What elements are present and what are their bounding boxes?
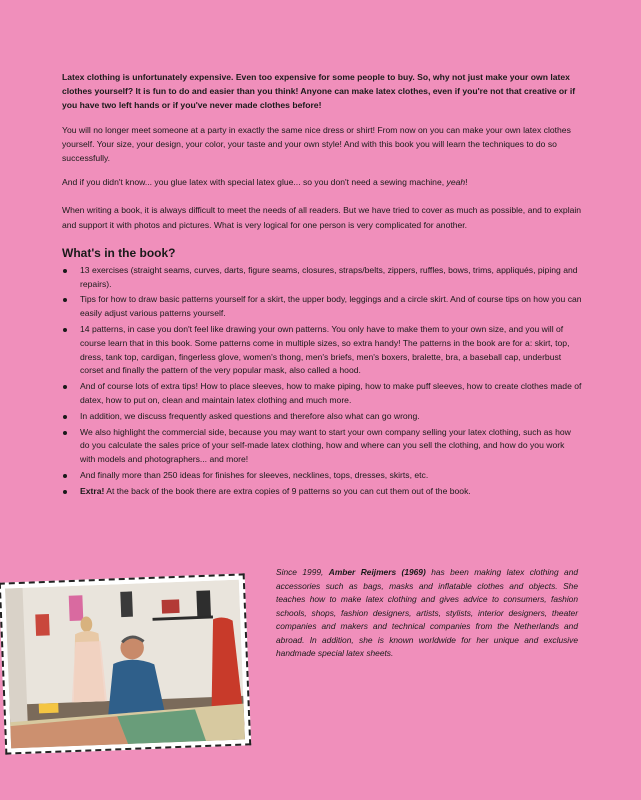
body-paragraph-2-end: ! (465, 177, 468, 188)
feature-item: We also highlight the commercial side, because you may want to start your own company selling your latex clothing, such as how do you calculate the sales price of your self-made latex clothing, how and where can you sell the clothing, and how do you work with models and photographers... and more! (62, 426, 582, 467)
author-photo (0, 573, 251, 754)
feature-item: 14 patterns, in case you don't feel like drawing your own patterns. You only have to make them to your own size, and you will of course learn that in this book. Some patterns come in multiple sizes, so extra handy! The patterns in the book are for a: skirt, top, dress, tank top, cardigan, fingerless glove, women's thong, men's briefs, men's boxers, bralette, bra, a baseball cap, underbust corset and finally the pattern of the very popular mask, also called a hood. (62, 323, 582, 378)
body-paragraph-3: When writing a book, it is always difficult to meet the needs of all readers. But we have tried to cover as much as possible, and to explain and support it with photos and pictures. What is very logical for one person is very complicated for another. (62, 205, 582, 230)
body-paragraph-2-text: And if you didn't know... you glue latex with special latex glue... so you don't need a sewing machine, (62, 177, 447, 188)
feature-item: Tips for how to draw basic patterns yourself for a skirt, the upper body, leggings and a circle skirt. And of course tips on how you can easily adjust various patterns yourself. (62, 293, 582, 321)
body-paragraph-2 (62, 175, 582, 189)
author-bio (276, 566, 578, 661)
feature-item-extra (62, 485, 582, 499)
extra-text: At the back of the book there are extra copies of 9 patterns so you can cut them out of the book. (104, 485, 471, 496)
bio-text: has been making latex clothing and accessories such as bags, masks and inflatable clothes and objects. She teaches how to make latex clothing and gives advice to consumers, fashion schools, shops, fashion designers, artists, stylists, interior designers, theater companies and makers and technical companies from the Netherlands and abroad. In addition, she is known worldwide for her unique and exclusive handmade special latex sheets. (276, 567, 579, 658)
intro-paragraph: Latex clothing is unfortunately expensive. Even too expensive for some people to buy. So, why not just make your own latex clothes yourself? It is fun to do and easier than you think! Anyone can make latex clothes, even if you're not that creative or if you have two left hands or if you've never made clothes before! (62, 72, 576, 111)
extra-label: Extra! (80, 485, 105, 496)
feature-item: 13 exercises (straight seams, curves, darts, figure seams, closures, straps/belts, zippers, ruffles, bows, trims, appliqués, piping and repairs). (62, 264, 582, 292)
author-photo-illustration (5, 580, 245, 749)
back-cover-text (62, 70, 582, 501)
section-title: What's in the book? (62, 245, 176, 260)
feature-item: And of course lots of extra tips! How to place sleeves, how to make piping, how to make puff sleeves, how to create clothes made of datex, how to put on, clean and maintain latex clothing and much more. (62, 380, 582, 408)
body-paragraph-1: You will no longer meet someone at a party in exactly the same nice dress or shirt! From now on you can make your own latex clothes yourself. Your size, your design, your color, your taste and your own style! And with this book you will learn the techniques to do so successfully. (62, 124, 571, 164)
body-paragraph-2-emphasis: yeah (446, 177, 466, 188)
feature-list (62, 264, 582, 499)
feature-item: And finally more than 250 ideas for finishes for sleeves, necklines, tops, dresses, skirts, etc. (62, 469, 582, 483)
bio-prefix: Since 1999, (276, 567, 329, 577)
feature-item: In addition, we discuss frequently asked questions and therefore also what can go wrong. (62, 410, 582, 424)
author-name: Amber Reijmers (1969) (328, 567, 426, 577)
